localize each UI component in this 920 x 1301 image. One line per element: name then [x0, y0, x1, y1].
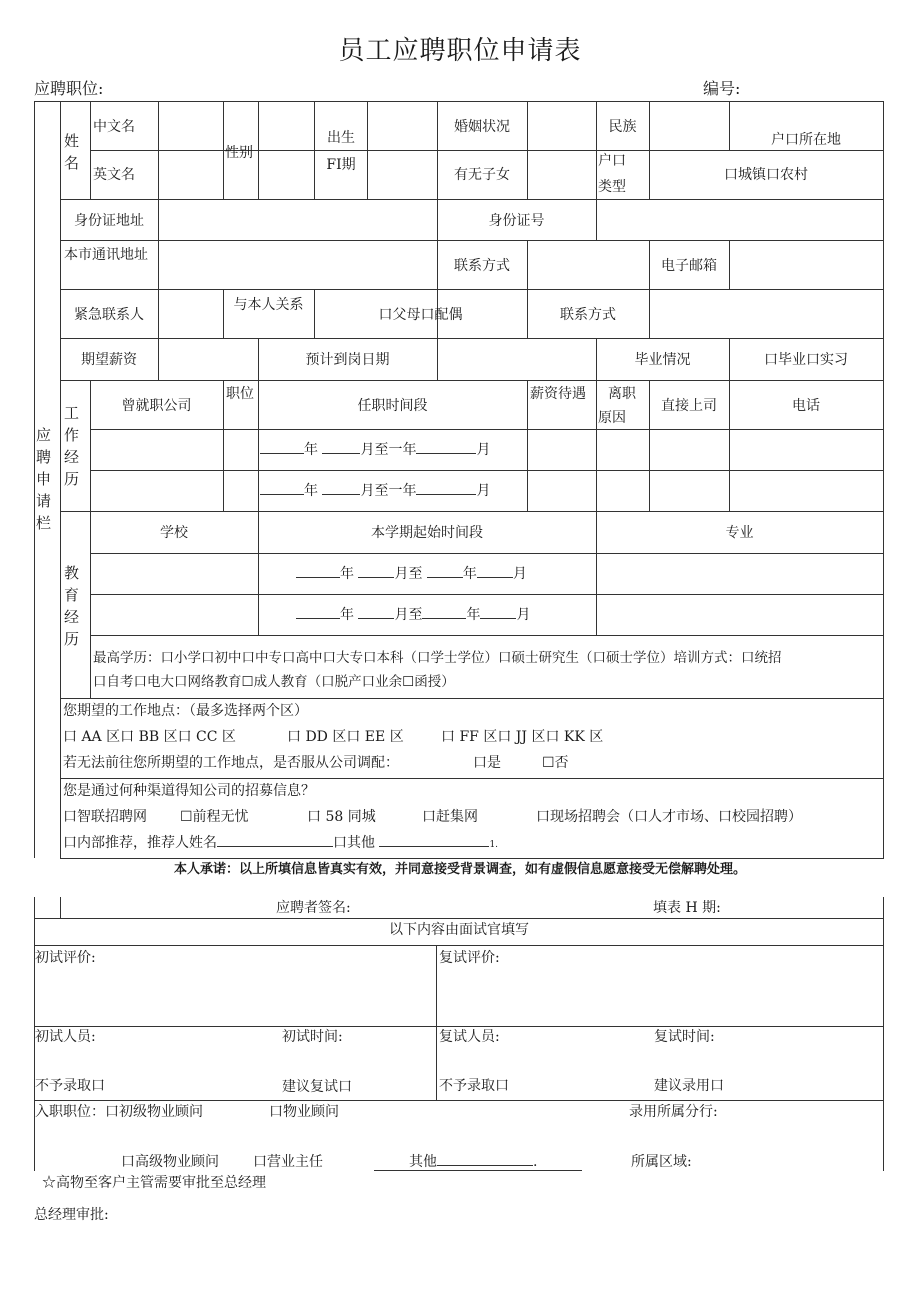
hukou-type-label-1: 户口	[598, 153, 626, 169]
hukou-type-label-2: 类型	[598, 179, 626, 195]
number-label: 编号:	[703, 79, 741, 98]
channel-option-2: ☐前程无忧	[180, 809, 249, 825]
channel-option-1: 口智联招聘网	[63, 809, 147, 825]
graduation-options: 口毕业口实习	[764, 352, 848, 368]
work-leave-header-2: 原因	[598, 410, 626, 426]
ethnicity-label: 民族	[608, 119, 637, 135]
footnote: ☆高物至客户主管需要审批至总经理	[42, 1175, 266, 1191]
work-job-header: 职位	[226, 386, 254, 402]
children-label: 有无子女	[454, 167, 510, 183]
position-label: 应聘职位:	[34, 79, 104, 98]
first-person-label: 初试人员:	[35, 1029, 96, 1045]
channel-option-5: 口现场招聘会（口人才市场、口校园招聘）	[536, 809, 802, 825]
work-row-2-period: 年 月至一年 月	[260, 482, 490, 500]
hukou-options: 口城镇口农村	[724, 167, 808, 183]
location-option-3: 口 FF 区口 JJ 区口 KK 区	[441, 729, 604, 745]
location-option-2: 口 DD 区口 EE 区	[287, 729, 404, 745]
gm-approval-label: 总经理审批:	[34, 1207, 109, 1223]
obey-no: ☐否	[542, 755, 569, 771]
id-number-label: 身份证号	[488, 213, 545, 229]
hukou-location-label: 户口所在地	[771, 132, 841, 148]
onboard-other-option: 其他 .	[409, 1154, 538, 1170]
fill-date-label: 填表 H 期:	[653, 900, 721, 916]
edu-row-2-period: 年 月至 年 月	[296, 606, 530, 624]
edu-row-1-period: 年 月至 年 月	[296, 565, 527, 583]
marital-label: 婚姻状况	[454, 119, 510, 135]
location-question: 您期望的工作地点：（最多选择两个区）	[63, 703, 308, 719]
id-address-label: 身份证地址	[74, 213, 144, 229]
education-label: 教育经历	[64, 564, 80, 648]
edu-major-header: 专业	[725, 525, 754, 541]
arrival-date-label: 预计到岗日期	[305, 352, 390, 368]
work-label: 工作经历	[64, 404, 80, 488]
reject-first-option: 不予录取口	[35, 1078, 105, 1094]
interviewer-note: 以下内容由面试官填写	[389, 922, 529, 938]
expected-salary-label: 期望薪资	[81, 352, 137, 368]
channel-question: 您是通过何种渠道得知公司的招募信息？	[63, 783, 315, 799]
birth-label-2: FI期	[326, 157, 356, 173]
contact2-label: 联系方式	[560, 307, 616, 323]
onboard-position-label: 入职职位：口初级物业顾问	[35, 1104, 203, 1120]
first-eval-label: 初试评价:	[35, 950, 96, 966]
name-label: 姓名	[64, 132, 80, 172]
work-supervisor-header: 直接上司	[661, 398, 717, 414]
channel-option-4: 口赶集网	[422, 809, 478, 825]
form-title: 员工应聘职位申请表	[338, 36, 582, 66]
relation-options: 口父母口配偶	[378, 307, 463, 323]
sidebar-label: 应聘申请栏	[36, 426, 52, 532]
first-time-label: 初试时间:	[282, 1029, 343, 1045]
emergency-contact-label: 紧急联系人	[74, 307, 144, 323]
chinese-name-label: 中文名	[93, 119, 135, 135]
applicant-signature-label: 应聘者签名:	[276, 900, 351, 916]
english-name-label: 英文名	[93, 167, 135, 183]
highest-degree-line-1: 最高学历：口小学口初中口中专口高中口大专口本科（口学士学位）口硕士研究生（口硕士学位）培训方式：口统招	[93, 650, 782, 666]
referral-line: 口内部推荐，推荐人姓名 口其他 1.	[63, 835, 499, 851]
second-eval-label: 复试评价:	[439, 950, 500, 966]
suggest-hire-option: 建议录用口	[654, 1078, 724, 1094]
highest-degree-line-2: 口自考口电大口网络教育☐成人教育（口脱产口业余☐函授）	[93, 674, 455, 690]
work-leave-header-1: 离职	[608, 386, 636, 402]
reject-second-option: 不予录取口	[439, 1078, 509, 1094]
onboard-branch-label: 录用所属分行:	[629, 1104, 718, 1120]
work-phone-header: 电话	[792, 398, 820, 414]
onboard-other-underline	[374, 1170, 582, 1171]
edu-period-header: 本学期起始时间段	[371, 525, 483, 541]
contact-label: 联系方式	[454, 258, 510, 274]
edu-school-header: 学校	[160, 525, 188, 541]
work-row-1-period: 年 月至一年 月	[260, 441, 490, 459]
birth-label-1: 出生	[327, 130, 355, 146]
work-salary-header: 薪资待遇	[530, 386, 586, 402]
second-time-label: 复试时间:	[654, 1029, 715, 1045]
channel-option-3: 口 58 同城	[307, 809, 376, 825]
relation-label: 与本人关系	[233, 297, 304, 313]
email-label: 电子邮箱	[661, 258, 717, 274]
onboard-senior-option: 口高级物业顾问	[121, 1154, 219, 1170]
location-option-1: 口 AA 区口 BB 区口 CC 区	[63, 729, 236, 745]
work-period-header: 任职时间段	[357, 398, 428, 414]
gender-label: 性别	[225, 145, 253, 161]
work-company-header: 曾就职公司	[121, 398, 192, 414]
graduation-label: 毕业情况	[634, 352, 691, 368]
obey-yes: 口是	[473, 755, 501, 771]
local-address-label: 本市通讯地址	[64, 247, 148, 263]
suggest-second-option: 建议复试口	[282, 1079, 352, 1095]
onboard-supervisor-option: 口营业主任	[253, 1154, 323, 1170]
second-person-label: 复试人员:	[439, 1029, 500, 1045]
onboard-consultant-option: 口物业顾问	[269, 1104, 339, 1120]
pledge-text: 本人承诺：以上所填信息皆真实有效，并同意接受背景调查，如有虚假信息愿意接受无偿解聘处理。	[173, 862, 746, 877]
obey-question: 若无法前往您所期望的工作地点，是否服从公司调配：	[63, 755, 399, 771]
onboard-region-label: 所属区域:	[631, 1154, 692, 1170]
